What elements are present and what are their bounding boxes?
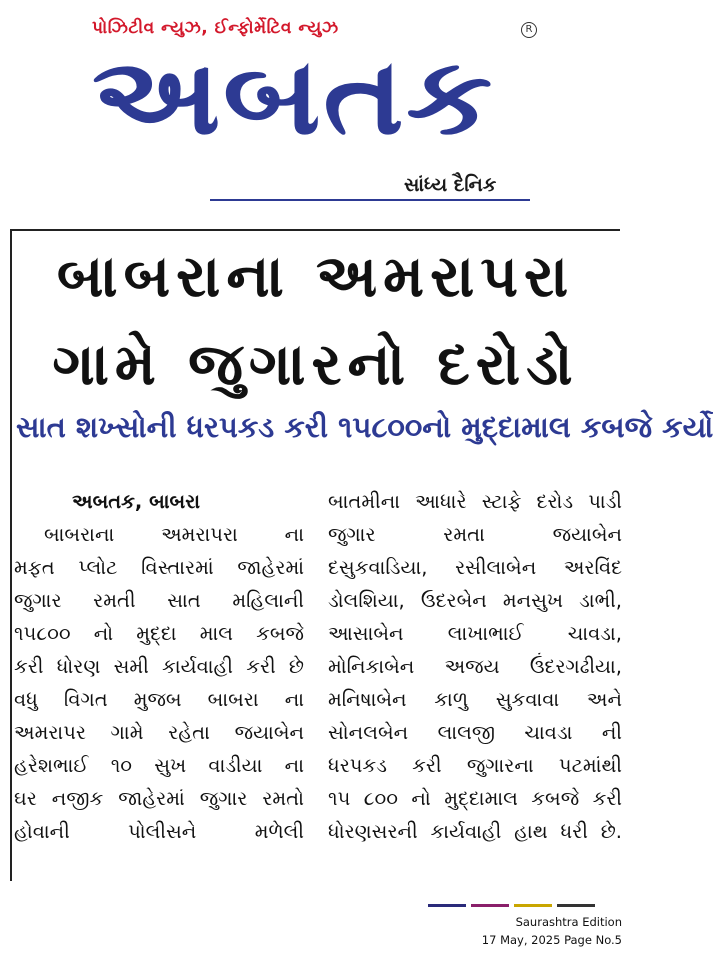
body-line: દસુકવાડિયા, રસીલાબેન અરવિંદ bbox=[328, 556, 622, 579]
color-swatch bbox=[471, 904, 509, 907]
body-line: ડોલશિયા, ઉદરબેન મનસુખ ડાભી, bbox=[328, 589, 622, 612]
body-line: બાતમીના આધારે સ્ટાફે દરોડ પાડી bbox=[328, 490, 622, 513]
body-line: સોનલબેન લાલજી ચાવડા ની bbox=[328, 721, 622, 744]
article-top-rule bbox=[10, 229, 620, 231]
body-line: ઘર નજીક જાહેરમાં જુગાર રમતો bbox=[14, 787, 304, 810]
footer-date-page: 17 May, 2025 Page No.5 bbox=[481, 933, 622, 947]
color-swatch bbox=[428, 904, 466, 907]
body-line: બાબરાના અમરાપરા ના bbox=[44, 523, 304, 546]
body-line: મનિષાબેન કાળુ સુકવાવા અને bbox=[328, 688, 622, 711]
subheadline: સાત શખ્સોની ધરપકડ કરી ૧૫૮૦૦નો મુદ્દામાલ કબજે કર્યો bbox=[16, 410, 713, 444]
body-line: અમરાપર ગામે રહેતા જયાબેન bbox=[14, 721, 304, 744]
masthead bbox=[0, 0, 631, 215]
masthead-tagline: પોઝિટીવ ન્યુઝ, ઈન્ફોર્મેટિવ ન્યુઝ bbox=[92, 18, 339, 38]
article-column-left bbox=[14, 485, 304, 848]
body-line: જુગાર રમતા જયાબેન bbox=[328, 523, 622, 546]
newspaper-logo: અબતક bbox=[92, 35, 495, 158]
body-line: ૧૫ ૮૦૦ નો મુદ્દામાલ કબજે કરી bbox=[328, 787, 622, 810]
color-swatch bbox=[514, 904, 552, 907]
body-line: મફત પ્લોટ વિસ્તારમાં જાહેરમાં bbox=[14, 556, 304, 579]
body-line: મોનિકાબેન અજય ઉંદરગઢીયા, bbox=[328, 655, 622, 678]
body-line: ૧૫૮૦૦ નો મુદ્દા માલ કબજે bbox=[14, 622, 304, 645]
body-line: ધોરણસરની કાર્યવાહી હાથ ધરી છે. bbox=[328, 820, 622, 843]
body-line: આસાબેન લાખાભાઈ ચાવડા, bbox=[328, 622, 622, 645]
body-line: ધરપકડ કરી જુગારના પટમાંથી bbox=[328, 754, 622, 777]
masthead-underline bbox=[210, 199, 530, 201]
body-line: હરેશભાઈ ૧૦ સુખ વાડીયા ના bbox=[14, 754, 304, 777]
body-line: જુગાર રમતી સાત મહિલાની bbox=[14, 589, 304, 612]
color-swatch bbox=[557, 904, 595, 907]
edition-type-label: સાંધ્ય દૈનિક bbox=[404, 174, 497, 196]
headline-line-1: બાબરાના અમરાપરા bbox=[56, 242, 575, 310]
article-left-rule bbox=[10, 229, 12, 881]
body-line: વધુ વિગત મુજબ બાબરા ના bbox=[14, 688, 304, 711]
registered-trademark-icon: R bbox=[521, 22, 537, 38]
body-line: કરી ધોરણ સમી કાર્યવાહી કરી છે bbox=[14, 655, 304, 678]
headline-line-2: ગામે જુગારનો દરોડો bbox=[52, 330, 579, 398]
body-line: હોવાની પોલીસને મળેલી bbox=[14, 820, 304, 843]
footer-edition: Saurashtra Edition bbox=[515, 915, 622, 929]
article-column-right bbox=[328, 485, 622, 848]
color-registration-bar bbox=[428, 904, 596, 907]
dateline: અબતક, બાબરા bbox=[72, 490, 201, 513]
